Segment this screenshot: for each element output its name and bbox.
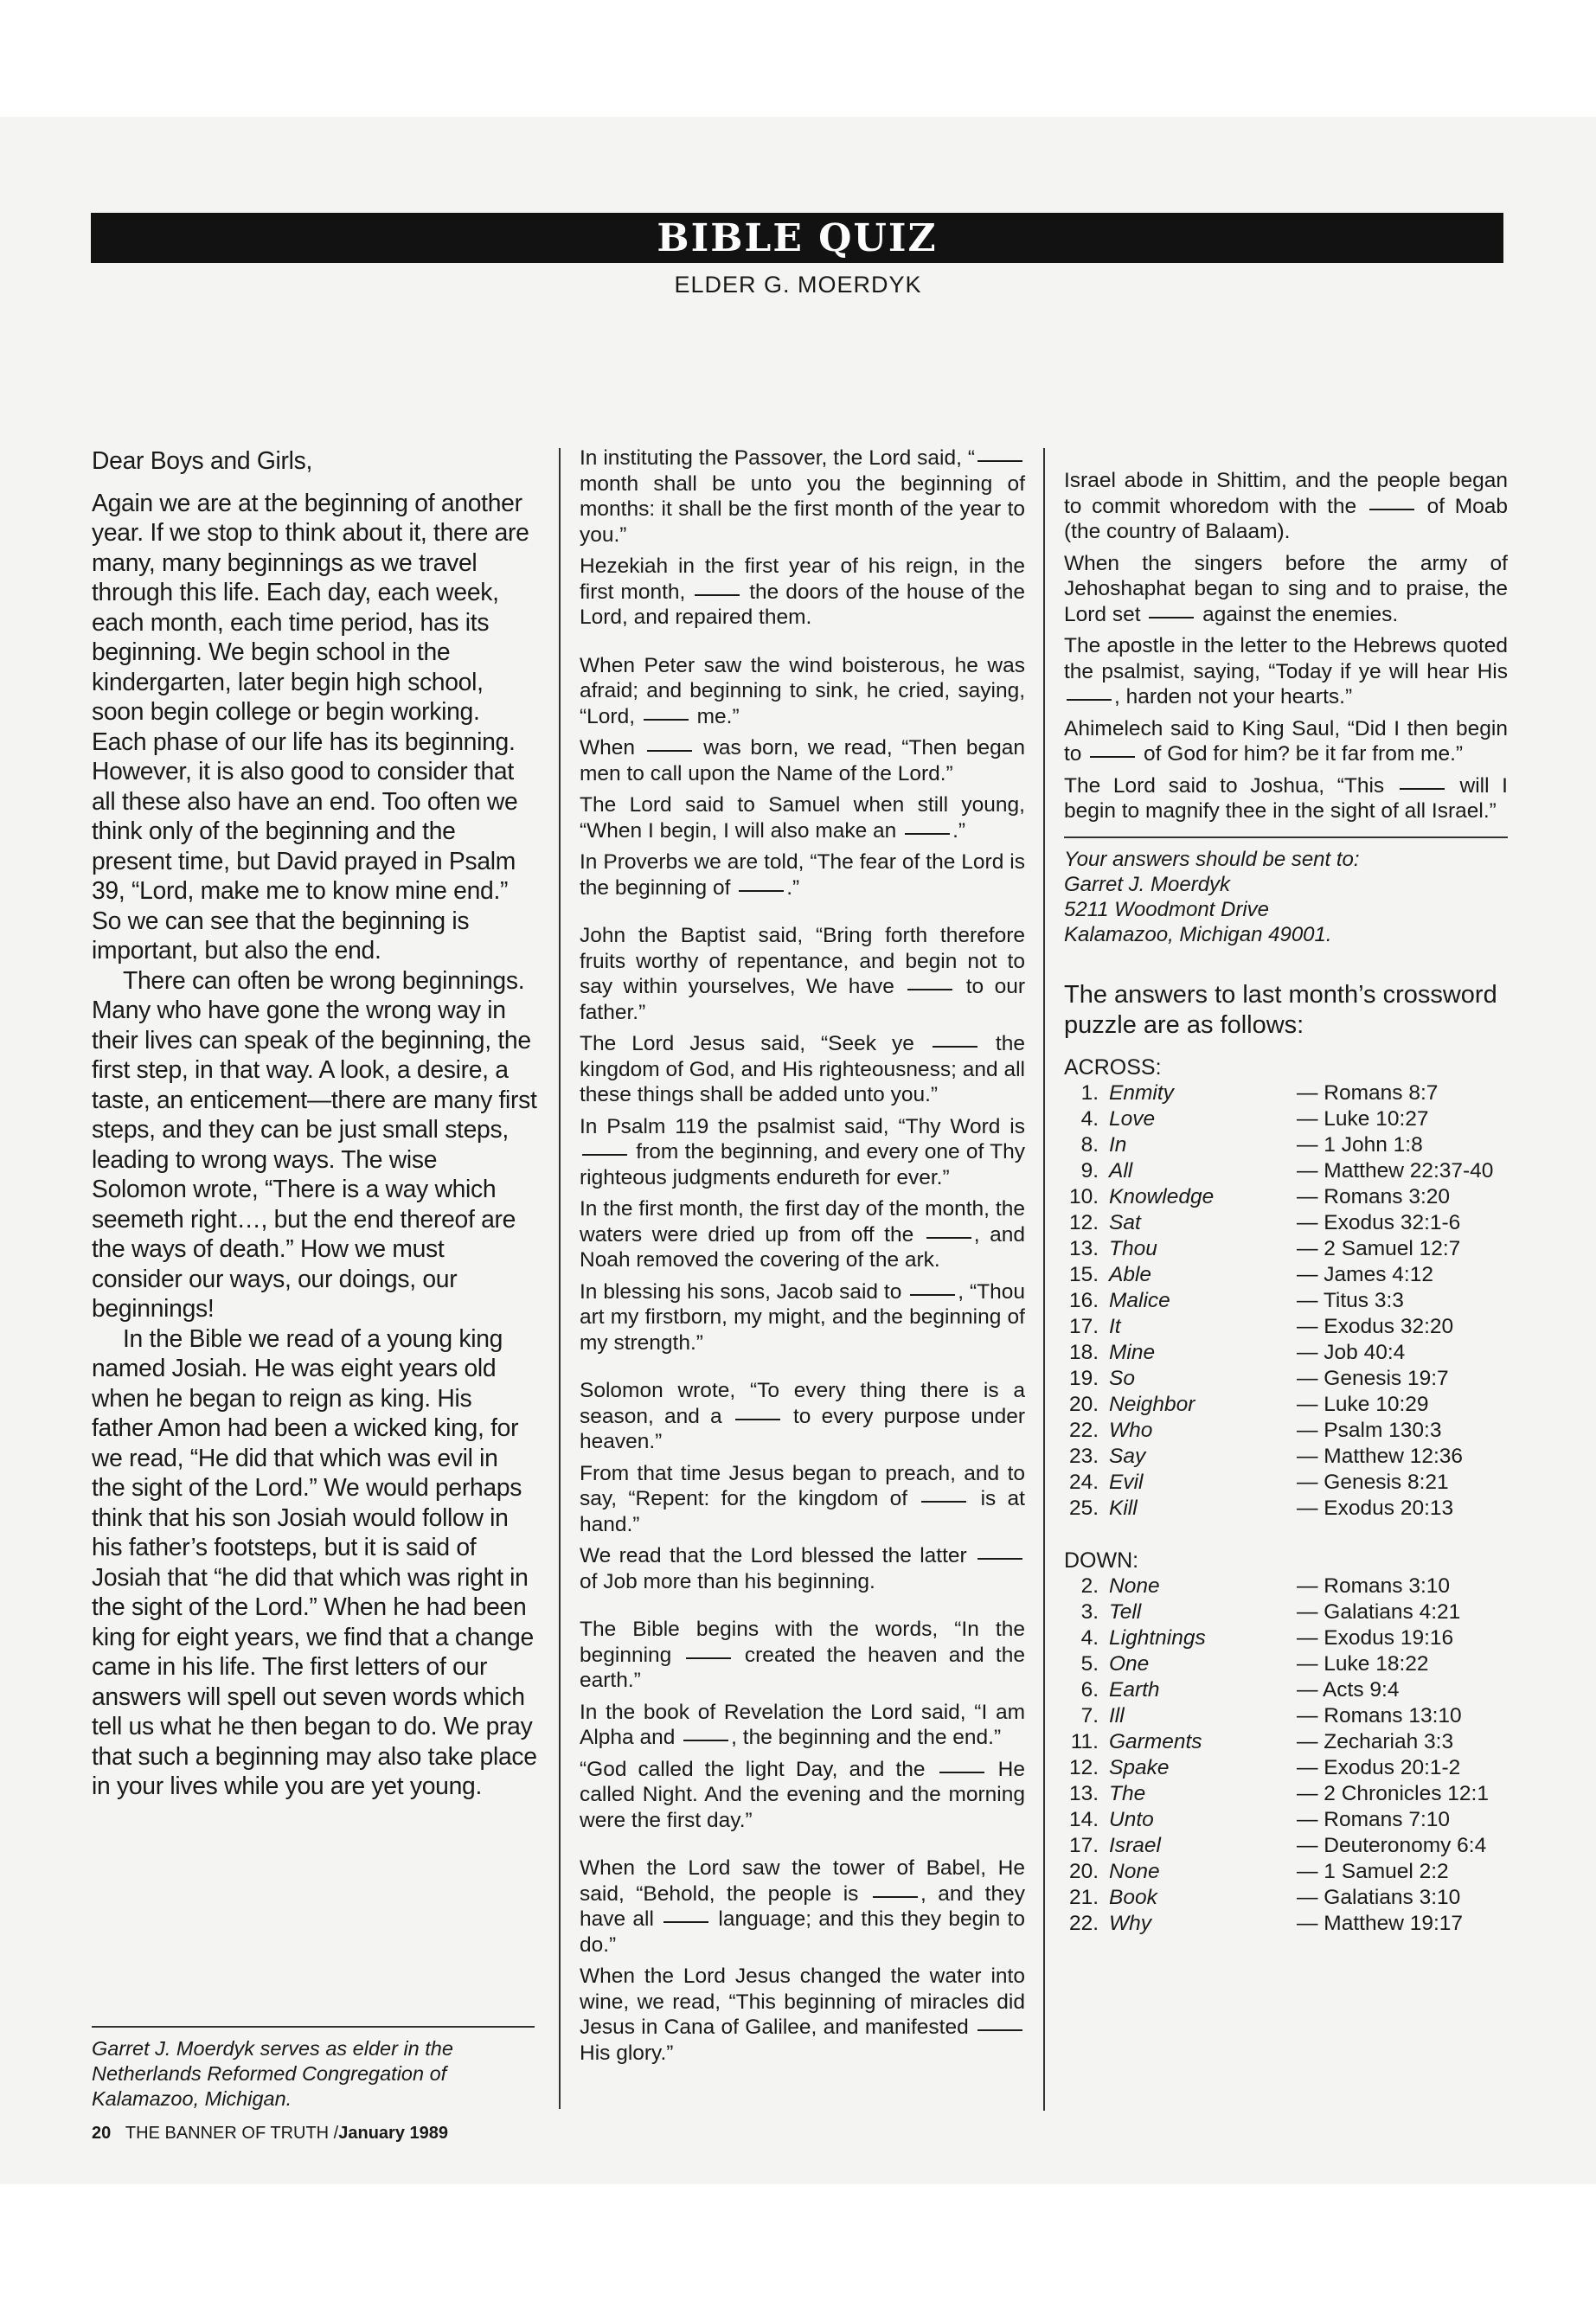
quiz-question bbox=[580, 1461, 1025, 1538]
quiz-question bbox=[580, 735, 1025, 786]
salutation: Dear Boys and Girls, bbox=[92, 446, 313, 474]
answer-word: All bbox=[1109, 1158, 1133, 1183]
letter-column bbox=[92, 445, 537, 1801]
answer-row bbox=[1064, 1392, 1508, 1418]
answer-row bbox=[1064, 1236, 1508, 1262]
answer-blank bbox=[921, 1501, 966, 1503]
answer-reference: — Romans 3:10 bbox=[1297, 1574, 1451, 1598]
answer-word: Sat bbox=[1109, 1210, 1141, 1234]
byline: ELDER G. MOERDYK bbox=[674, 272, 922, 298]
answer-row bbox=[1064, 1859, 1508, 1885]
question-text: When the Lord saw the tower of Babel, He said, “Behold, the people is bbox=[580, 1856, 1025, 1906]
question-text: of God for him? be it far from me.” bbox=[1138, 742, 1464, 766]
answer-word: Kill bbox=[1109, 1496, 1138, 1520]
quiz-question bbox=[580, 1757, 1025, 1834]
answer-reference: — Matthew 12:36 bbox=[1297, 1444, 1464, 1468]
answer-reference: — Matthew 19:17 bbox=[1297, 1911, 1464, 1935]
answer-word: Who bbox=[1109, 1418, 1153, 1442]
question-text: Israel abode in Shittim, and the people began to commit whoredom with the bbox=[1064, 469, 1508, 518]
question-text: month shall be unto you the beginning of months: it shall be the first month of the year to you.” bbox=[580, 471, 1025, 547]
answer-word: Israel bbox=[1109, 1833, 1161, 1857]
answer-row bbox=[1064, 1314, 1508, 1340]
answer-number: 4. bbox=[1080, 1106, 1099, 1131]
question-text: In the first month, the first day of the month, the waters were dried up from off the bbox=[580, 1197, 1025, 1247]
answer-word: Neighbor bbox=[1109, 1392, 1195, 1416]
answer-word: Garments bbox=[1109, 1729, 1202, 1753]
quiz-title-banner bbox=[91, 213, 1503, 263]
answer-reference: — 2 Chronicles 12:1 bbox=[1297, 1781, 1489, 1805]
quiz-question bbox=[580, 1617, 1025, 1694]
answer-reference: — James 4:12 bbox=[1297, 1262, 1433, 1286]
answer-word: Ill bbox=[1109, 1703, 1125, 1727]
answer-number: 5. bbox=[1080, 1651, 1099, 1676]
answer-number: 20. bbox=[1068, 1392, 1099, 1416]
answer-row bbox=[1064, 1184, 1508, 1210]
question-text: Ahimelech said to King Saul, “Did I then begin to bbox=[1064, 716, 1508, 766]
quiz-question bbox=[580, 1114, 1025, 1191]
answer-row bbox=[1064, 1418, 1508, 1444]
answer-word: Book bbox=[1109, 1885, 1157, 1909]
question-text: the kingdom of God, and His righteousness; and all these things shall be added unto you.” bbox=[580, 1032, 1025, 1106]
answer-reference: — Luke 10:27 bbox=[1297, 1106, 1429, 1131]
address-line: 5211 Woodmont Drive bbox=[1064, 897, 1269, 921]
question-text: He called Night. And the evening and the morning were the first day.” bbox=[580, 1757, 1025, 1832]
question-text: .” bbox=[952, 818, 966, 843]
quiz-question bbox=[1064, 773, 1508, 824]
answer-number: 11. bbox=[1070, 1729, 1099, 1753]
question-text: is at hand.” bbox=[580, 1487, 1025, 1536]
question-text: When Peter saw the wind boisterous, he was afraid; and beginning to sink, he cried, saying, “Lord, bbox=[580, 653, 1025, 728]
question-text: The Lord said to Joshua, “This bbox=[1064, 773, 1397, 798]
answer-reference: — 1 Samuel 2:2 bbox=[1297, 1859, 1449, 1883]
answer-blank bbox=[977, 1558, 1022, 1560]
question-text: against the enemies. bbox=[1196, 602, 1399, 626]
answer-reference: — Romans 7:10 bbox=[1297, 1807, 1451, 1831]
quiz-question bbox=[580, 792, 1025, 843]
answer-number: 25. bbox=[1068, 1496, 1099, 1520]
question-text: was born, we read, “Then began men to call upon the Name of the Lord.” bbox=[580, 736, 1026, 785]
answer-reference: — Genesis 8:21 bbox=[1297, 1470, 1449, 1494]
answer-blank bbox=[907, 989, 952, 990]
answer-reference: — Exodus 20:13 bbox=[1297, 1496, 1454, 1520]
answer-row bbox=[1064, 1651, 1508, 1677]
question-text: to every purpose under heaven.” bbox=[580, 1404, 1026, 1453]
answer-row bbox=[1064, 1262, 1508, 1288]
answer-word: In bbox=[1109, 1132, 1127, 1157]
answer-reference: — Galatians 3:10 bbox=[1297, 1885, 1461, 1909]
answer-number: 7. bbox=[1080, 1703, 1099, 1727]
answer-row bbox=[1064, 1106, 1508, 1132]
answer-reference: — Romans 8:7 bbox=[1297, 1080, 1439, 1105]
quiz-question bbox=[1064, 551, 1508, 628]
answer-row bbox=[1064, 1885, 1508, 1911]
answer-word: Unto bbox=[1109, 1807, 1154, 1831]
question-text: , and they have all bbox=[580, 1881, 1025, 1931]
address-line: Kalamazoo, Michigan 49001. bbox=[1064, 922, 1332, 946]
quiz-question bbox=[580, 1196, 1025, 1273]
answer-number: 9. bbox=[1080, 1158, 1099, 1183]
answer-word: None bbox=[1109, 1859, 1160, 1883]
answer-reference: — Acts 9:4 bbox=[1297, 1677, 1400, 1702]
quiz-question bbox=[580, 1856, 1025, 1958]
answer-word: So bbox=[1109, 1366, 1135, 1390]
question-text: The Lord Jesus said, “Seek ye bbox=[580, 1032, 930, 1055]
quiz-question bbox=[1064, 633, 1508, 710]
answer-reference: — Exodus 32:20 bbox=[1297, 1314, 1454, 1338]
across-answers bbox=[1064, 1080, 1508, 1522]
question-text: of Job more than his beginning. bbox=[580, 1569, 875, 1593]
answer-blank bbox=[977, 2029, 1022, 2031]
answer-row bbox=[1064, 1574, 1508, 1599]
quiz-question bbox=[580, 849, 1025, 901]
answer-word: The bbox=[1109, 1781, 1146, 1805]
answer-reference: — Psalm 130:3 bbox=[1297, 1418, 1442, 1442]
answer-blank bbox=[647, 750, 692, 752]
answer-row bbox=[1064, 1288, 1508, 1314]
answer-number: 12. bbox=[1068, 1755, 1099, 1779]
answer-reference: — 1 John 1:8 bbox=[1297, 1132, 1423, 1157]
answer-reference: — Job 40:4 bbox=[1297, 1340, 1406, 1364]
quiz-question bbox=[580, 1700, 1025, 1751]
answer-word: None bbox=[1109, 1574, 1160, 1598]
answer-word: Why bbox=[1109, 1911, 1151, 1935]
answer-row bbox=[1064, 1158, 1508, 1184]
answers-heading: The answers to last month’s crossword puzzle are as follows: bbox=[1064, 980, 1497, 1039]
answer-word: Lightnings bbox=[1109, 1625, 1206, 1650]
answer-word: Mine bbox=[1109, 1340, 1156, 1364]
answer-number: 12. bbox=[1068, 1210, 1099, 1234]
question-text: will I begin to magnify thee in the sight of all Israel.” bbox=[1064, 773, 1508, 823]
question-text: the doors of the house of the Lord, and repaired them. bbox=[580, 580, 1025, 629]
answer-number: 1. bbox=[1080, 1080, 1099, 1105]
answer-reference: — Romans 13:10 bbox=[1297, 1703, 1462, 1727]
answer-blank bbox=[977, 460, 1022, 462]
quiz-question bbox=[1064, 468, 1508, 545]
answer-word: One bbox=[1109, 1651, 1150, 1676]
answer-blank bbox=[1369, 509, 1414, 510]
answer-number: 19. bbox=[1068, 1366, 1099, 1390]
page-footer bbox=[92, 2124, 448, 2144]
answer-number: 16. bbox=[1068, 1288, 1099, 1312]
answer-reference: — Luke 10:29 bbox=[1297, 1392, 1429, 1416]
answer-number: 8. bbox=[1080, 1132, 1099, 1157]
answer-number: 15. bbox=[1068, 1262, 1099, 1286]
question-text: In Proverbs we are told, “The fear of the Lord is the beginning of bbox=[580, 850, 1025, 900]
answer-blank bbox=[905, 833, 950, 835]
address-line: Garret J. Moerdyk bbox=[1064, 872, 1231, 896]
question-text: Solomon wrote, “To every thing there is a season, and a bbox=[580, 1379, 1025, 1428]
answer-row bbox=[1064, 1132, 1508, 1158]
question-text: In Psalm 119 the psalmist said, “Thy Word is bbox=[580, 1114, 1025, 1138]
answer-blank bbox=[1400, 788, 1445, 790]
quiz-question bbox=[580, 1964, 1025, 2066]
question-text: .” bbox=[786, 875, 800, 900]
letter-paragraph: In the Bible we read of a young king named Josiah. He was eight years old when he began to reign as king. His father Amon had been a wicked king, for we read, “He did that which was evil in the sight of the Lord.” We would perhaps think that his son Josiah would follow in his father’s footsteps, but it is said of Josiah that “he did that which was right in the sight of the Lord.” When he had been king for eight years, we find that a change came in his life. The first letters of our answers will spell out seven words which tell us what he then began to do. We pray that such a beginning may also take place in your lives while you are yet young. bbox=[92, 1324, 537, 1799]
question-text: , the beginning and the end.” bbox=[731, 1726, 1002, 1749]
column-divider bbox=[559, 448, 561, 2109]
quiz-question bbox=[580, 554, 1025, 631]
quiz-column-2-questions bbox=[1064, 468, 1508, 824]
question-text: of Moab (the country of Balaam). bbox=[1064, 494, 1508, 543]
letter-paragraph: There can often be wrong beginnings. Many who have gone the wrong way in their lives can speak of the beginning, the first step, in that way. A look, a desire, a taste, an enticement—there are many first steps, and they can be just small steps, leading to wrong ways. The wise Solomon wrote, “There is a way which seemeth right…, but the end thereof are the ways of death.” How we must consider our ways, our doings, our beginnings! bbox=[92, 965, 537, 1322]
quiz-question bbox=[580, 653, 1025, 730]
answer-number: 17. bbox=[1068, 1314, 1099, 1338]
answer-blank bbox=[1090, 756, 1135, 758]
quiz-question bbox=[580, 1543, 1025, 1594]
answer-number: 18. bbox=[1068, 1340, 1099, 1364]
question-text: to our father.” bbox=[580, 975, 1025, 1024]
answer-row bbox=[1064, 1444, 1508, 1470]
answer-reference: — Genesis 19:7 bbox=[1297, 1366, 1449, 1390]
answer-row bbox=[1064, 1677, 1508, 1703]
question-text: , harden not your hearts.” bbox=[1114, 685, 1353, 708]
answer-blank bbox=[644, 719, 689, 721]
answer-reference: — 2 Samuel 12:7 bbox=[1297, 1236, 1461, 1260]
answer-number: 24. bbox=[1068, 1470, 1099, 1494]
question-text: The Lord said to Samuel when still young, “When I begin, I will also make an bbox=[580, 793, 1025, 843]
answer-number: 4. bbox=[1080, 1625, 1099, 1650]
quiz-question bbox=[580, 1031, 1025, 1108]
answer-row bbox=[1064, 1496, 1508, 1522]
issue-date: January 1989 bbox=[338, 2124, 448, 2143]
answer-row bbox=[1064, 1807, 1508, 1833]
answer-row bbox=[1064, 1470, 1508, 1496]
answer-word: Earth bbox=[1109, 1677, 1160, 1702]
address-intro: Your answers should be sent to: bbox=[1064, 847, 1360, 871]
answer-reference: — Titus 3:3 bbox=[1297, 1288, 1404, 1312]
answer-number: 22. bbox=[1068, 1418, 1099, 1442]
answer-word: Spake bbox=[1109, 1755, 1170, 1779]
answer-number: 20. bbox=[1068, 1859, 1099, 1883]
answer-number: 2. bbox=[1080, 1574, 1099, 1598]
question-text: The Bible begins with the words, “In the beginning bbox=[580, 1618, 1025, 1667]
answer-number: 6. bbox=[1080, 1677, 1099, 1702]
question-text: language; and this they begin to do.” bbox=[580, 1907, 1025, 1957]
answer-row bbox=[1064, 1703, 1508, 1729]
answer-word: Enmity bbox=[1109, 1080, 1174, 1105]
answer-blank bbox=[1067, 699, 1112, 701]
answer-row bbox=[1064, 1080, 1508, 1106]
answer-reference: — Romans 3:20 bbox=[1297, 1184, 1451, 1208]
answer-word: Thou bbox=[1109, 1236, 1157, 1260]
answer-word: Able bbox=[1109, 1262, 1152, 1286]
quiz-question bbox=[580, 1279, 1025, 1356]
answer-word: Love bbox=[1109, 1106, 1156, 1131]
answer-reference: — Galatians 4:21 bbox=[1297, 1599, 1461, 1624]
answer-blank bbox=[735, 1419, 780, 1420]
answer-number: 14. bbox=[1068, 1807, 1099, 1831]
page-title: BIBLE QUIZ bbox=[657, 216, 938, 260]
question-text: “God called the light Day, and the bbox=[580, 1757, 937, 1781]
answer-number: 23. bbox=[1068, 1444, 1099, 1468]
answer-word: It bbox=[1109, 1314, 1121, 1338]
question-text: , “Thou art my firstborn, my might, and the beginning of my strength.” bbox=[580, 1279, 1025, 1355]
answer-row bbox=[1064, 1599, 1508, 1625]
page-number: 20 bbox=[92, 2124, 112, 2143]
quiz-question bbox=[580, 1378, 1025, 1455]
question-text: John the Baptist said, “Bring forth therefore fruits worthy of repentance, and begin not to say within yourselves, We have bbox=[580, 924, 1025, 998]
author-note: Garret J. Moerdyk serves as elder in the Netherlands Reformed Congregation of Kalamazoo, Michigan. bbox=[92, 2026, 535, 2112]
section-divider bbox=[1064, 836, 1508, 838]
answer-row bbox=[1064, 1340, 1508, 1366]
answer-blank bbox=[695, 594, 740, 596]
answer-word: Knowledge bbox=[1109, 1184, 1215, 1208]
answer-blank bbox=[939, 1772, 984, 1773]
answer-number: 3. bbox=[1080, 1599, 1099, 1624]
answer-reference: — Exodus 20:1-2 bbox=[1297, 1755, 1461, 1779]
quiz-column-1 bbox=[580, 445, 1025, 2072]
question-text: In instituting the Passover, the Lord said, “ bbox=[580, 446, 975, 470]
question-text: In blessing his sons, Jacob said to bbox=[580, 1279, 908, 1304]
question-text: His glory.” bbox=[580, 2041, 674, 2065]
answer-reference: — Zechariah 3:3 bbox=[1297, 1729, 1454, 1753]
quiz-question bbox=[580, 923, 1025, 1025]
answer-blank bbox=[910, 1294, 955, 1296]
column-divider bbox=[1043, 448, 1045, 2111]
answer-blank bbox=[873, 1896, 918, 1898]
quiz-column-2 bbox=[1064, 445, 1508, 1937]
answer-reference: — Deuteronomy 6:4 bbox=[1297, 1833, 1487, 1857]
answer-row bbox=[1064, 1366, 1508, 1392]
answer-blank bbox=[1149, 617, 1194, 619]
quiz-question bbox=[1064, 716, 1508, 767]
answer-number: 21. bbox=[1068, 1885, 1099, 1909]
question-text: When the Lord Jesus changed the water into wine, we read, “This beginning of miracles did Jesus in Cana of Galilee, and manifested bbox=[580, 1965, 1025, 2039]
answer-blank bbox=[686, 1657, 731, 1659]
answer-row bbox=[1064, 1781, 1508, 1807]
answer-word: Say bbox=[1109, 1444, 1146, 1468]
answer-number: 17. bbox=[1068, 1833, 1099, 1857]
answer-address bbox=[1064, 847, 1508, 947]
question-text: When the singers before the army of Jehoshaphat began to sing and to praise, the Lord set bbox=[1064, 551, 1508, 626]
question-text: The apostle in the letter to the Hebrews quoted the psalmist, saying, “Today if ye will hear His bbox=[1064, 634, 1508, 683]
answer-blank bbox=[582, 1154, 627, 1156]
question-text: , and Noah removed the covering of the ark. bbox=[580, 1222, 1025, 1272]
answer-row bbox=[1064, 1210, 1508, 1236]
question-text: Hezekiah in the first year of his reign, in the first month, bbox=[580, 554, 1025, 604]
answer-row bbox=[1064, 1911, 1508, 1937]
down-answers bbox=[1064, 1574, 1508, 1937]
answer-row bbox=[1064, 1755, 1508, 1781]
answer-number: 13. bbox=[1068, 1236, 1099, 1260]
question-text: me.” bbox=[690, 704, 740, 728]
answer-reference: — Exodus 19:16 bbox=[1297, 1625, 1454, 1650]
answer-reference: — Exodus 32:1-6 bbox=[1297, 1210, 1461, 1234]
answer-number: 13. bbox=[1068, 1781, 1099, 1805]
down-label: DOWN: bbox=[1064, 1548, 1139, 1573]
question-text: When bbox=[580, 736, 644, 760]
across-label: ACROSS: bbox=[1064, 1054, 1162, 1080]
answer-blank bbox=[926, 1237, 971, 1239]
answer-blank bbox=[663, 1921, 708, 1923]
answer-number: 22. bbox=[1068, 1911, 1099, 1935]
question-text: created the heaven and the earth.” bbox=[580, 1643, 1025, 1692]
answer-blank bbox=[739, 890, 784, 892]
question-text: from the beginning, and every one of Thy righteous judgments endureth for ever.” bbox=[580, 1140, 1025, 1189]
answer-row bbox=[1064, 1833, 1508, 1859]
answer-word: Evil bbox=[1109, 1470, 1144, 1494]
answer-blank bbox=[933, 1046, 977, 1048]
question-text: In the book of Revelation the Lord said, “I am Alpha and bbox=[580, 1700, 1025, 1749]
publication-name: THE BANNER OF TRUTH / bbox=[125, 2124, 339, 2143]
answer-blank bbox=[683, 1740, 728, 1741]
letter-paragraph: Again we are at the beginning of another year. If we stop to think about it, there are many, many beginnings as we travel through this life. Each day, each week, each month, each time period, has its beginning. We begin school in the kindergarten, later begin high school, soon begin college or begin working. Each phase of our life has its beginning. However, it is also good to consider that all these also have an end. Too often we think only of the beginning and the present time, but David prayed in Psalm 39, “Lord, make me to know mine end.” So we can see that the beginning is important, but also the end. bbox=[92, 488, 529, 964]
answer-number: 10. bbox=[1068, 1184, 1099, 1208]
answer-row bbox=[1064, 1729, 1508, 1755]
question-text: From that time Jesus began to preach, and to say, “Repent: for the kingdom of bbox=[580, 1461, 1025, 1510]
quiz-question bbox=[580, 445, 1025, 548]
question-text: We read that the Lord blessed the latter bbox=[580, 1544, 975, 1567]
answer-reference: — Luke 18:22 bbox=[1297, 1651, 1429, 1676]
answer-word: Malice bbox=[1109, 1288, 1170, 1312]
answer-reference: — Matthew 22:37-40 bbox=[1297, 1158, 1494, 1183]
answer-word: Tell bbox=[1109, 1599, 1142, 1624]
answer-row bbox=[1064, 1625, 1508, 1651]
